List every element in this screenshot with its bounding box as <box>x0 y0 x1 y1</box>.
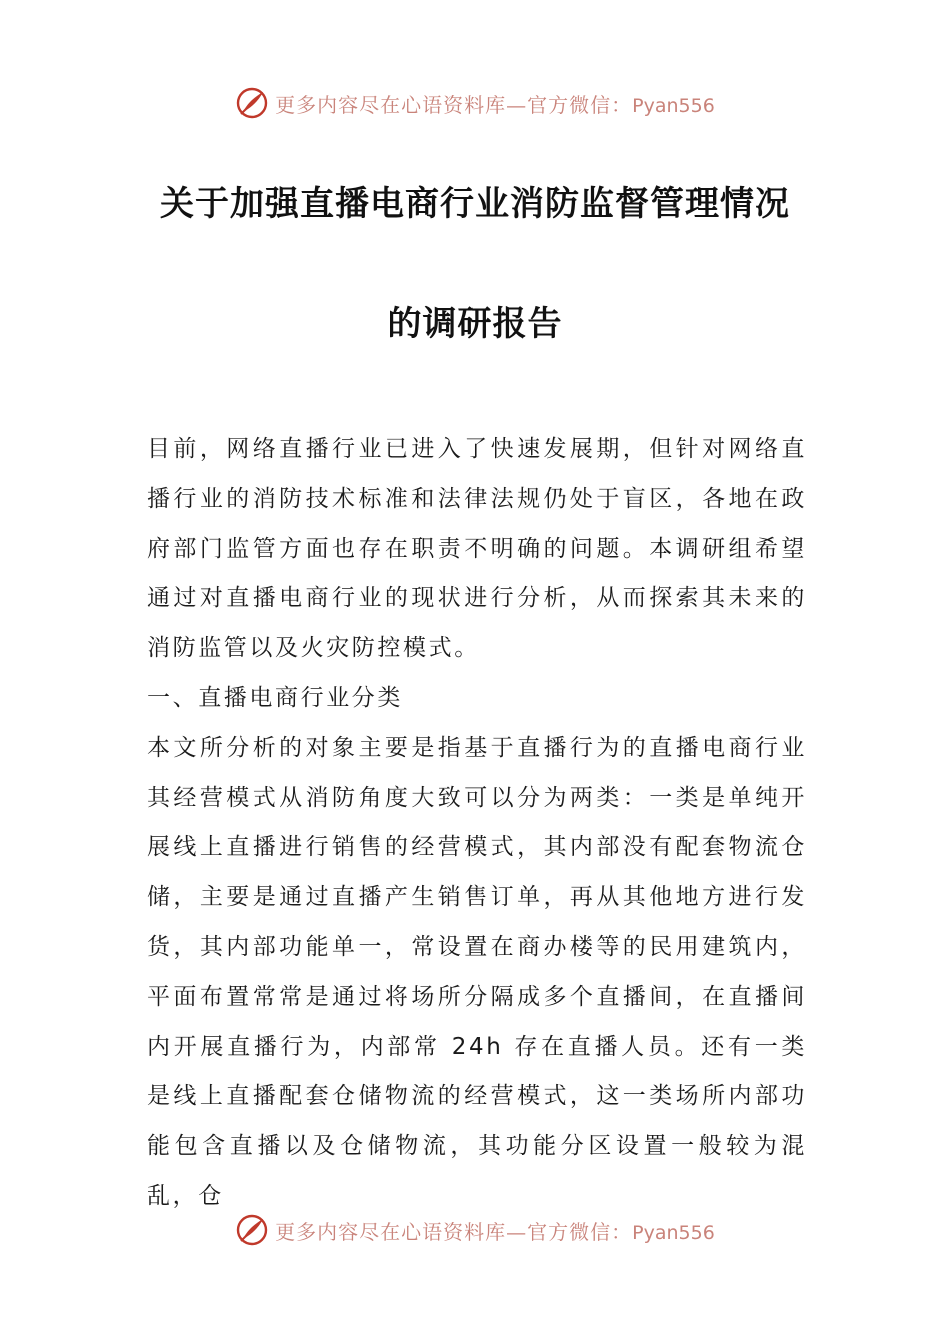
document-title-line-1: 关于加强直播电商行业消防监督管理情况 <box>160 184 790 224</box>
document-body <box>147 425 807 1222</box>
quill-pen-seal-icon <box>235 86 269 120</box>
footer-watermark <box>0 1210 950 1250</box>
paragraph-intro: 目前，网络直播行业已进入了快速发展期，但针对网络直播行业的消防技术标准和法律法规仍处于盲区，各地在政府部门监管方面也存在职责不明确的问题。本调研组希望通过对直播电商行业的现状进行分析，从而探索其未来的消防监管以及火灾防控模式。 <box>147 436 807 662</box>
watermark-wechat-id: Pyan556 <box>632 94 715 117</box>
watermark-wechat-id: Pyan556 <box>632 1221 715 1244</box>
header-watermark <box>0 83 950 123</box>
watermark-text: 更多内容尽在心语资料库—官方微信：Pyan556 <box>275 92 715 117</box>
paragraph-classification: 本文所分析的对象主要是指基于直播行为的直播电商行业其经营模式从消防角度大致可以分为两类：一类是单纯开展线上直播进行销售的经营模式，其内部没有配套物流仓储，主要是通过直播产生销售订单，再从其他地方进行发货，其内部功能单一，常设置在商办楼等的民用建筑内，平面布置常常是通过将场所分隔成多个直播间，在直播间内开展直播行为，内部常 24h 存在直播人员。还有一类是线上直播配套仓储物流的经营模式，这一类场所内部功能包含直播以及仓储物流，其功能分区设置一般较为混乱，仓 <box>147 734 807 1209</box>
section-heading: 一、直播电商行业分类 <box>147 684 403 711</box>
watermark-text: 更多内容尽在心语资料库—官方微信：Pyan556 <box>275 1219 715 1244</box>
document-title-line-2: 的调研报告 <box>387 304 563 344</box>
quill-pen-seal-icon <box>235 1213 269 1247</box>
